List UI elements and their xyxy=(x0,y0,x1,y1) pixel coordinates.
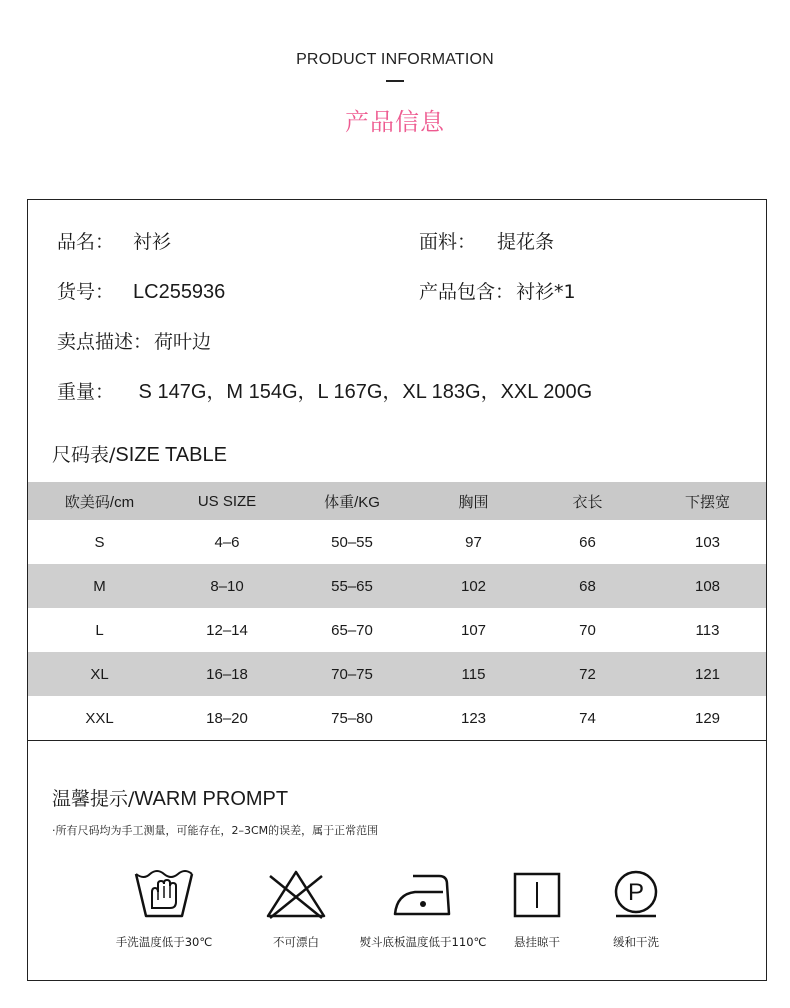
care-label: 悬挂晾干 xyxy=(514,935,560,949)
measurement-note: ·所有尺码均为手工测量，可能存在，2–3CM的误差，属于正常范围 xyxy=(52,824,379,837)
column-header: 胸围 xyxy=(421,482,526,520)
table-cell: 113 xyxy=(695,621,720,639)
product-information-heading: PRODUCT INFORMATION xyxy=(296,51,494,68)
table-cell: 65–70 xyxy=(331,621,373,639)
selling-point-row xyxy=(57,329,211,355)
care-label: 缓和干洗 xyxy=(613,935,659,949)
table-cell: 16–18 xyxy=(171,652,283,696)
table-cell: 72 xyxy=(526,652,649,696)
table-cell: 97 xyxy=(465,533,482,551)
selling-point-value: 荷叶边 xyxy=(154,331,212,353)
product-info-card xyxy=(27,199,767,981)
dry-clean-symbol: P xyxy=(627,879,645,906)
size-table-header-row xyxy=(28,482,766,520)
table-cell: 55–65 xyxy=(283,564,421,608)
table-cell: 107 xyxy=(460,621,487,639)
care-item-hand-wash xyxy=(94,868,234,950)
weight-row xyxy=(57,379,592,405)
column-header: 体重/KG xyxy=(283,482,421,520)
selling-point-label: 卖点描述： xyxy=(57,331,153,353)
dry-clean-p-icon xyxy=(604,868,668,920)
table-cell: 74 xyxy=(579,709,596,727)
sku-value: LC255936 xyxy=(133,281,226,303)
column-header: US SIZE xyxy=(171,482,283,520)
table-cell: 103 xyxy=(694,533,721,551)
package-label: 产品包含： xyxy=(419,281,515,303)
package-value: 衬衫*1 xyxy=(516,281,576,303)
table-cell: 70–75 xyxy=(283,652,421,696)
table-row xyxy=(28,564,766,608)
product-name-row xyxy=(57,229,171,255)
table-cell: 12–14 xyxy=(206,621,248,639)
care-item-no-bleach xyxy=(226,868,366,950)
size-table-title: 尺码表/SIZE TABLE xyxy=(52,444,227,466)
column-header: 下摆宽 xyxy=(649,482,766,520)
table-cell: 121 xyxy=(649,652,766,696)
weight-label: 重量： xyxy=(57,381,115,403)
table-cell: L xyxy=(95,621,104,639)
iron-low-icon xyxy=(391,868,455,920)
table-row xyxy=(28,652,766,696)
size-table xyxy=(28,482,766,740)
table-cell: XL xyxy=(28,652,171,696)
sku-label: 货号： xyxy=(57,281,115,303)
no-bleach-icon xyxy=(264,868,328,920)
care-item-dry-clean xyxy=(566,868,706,950)
product-name-value: 衬衫 xyxy=(133,231,172,253)
hand-wash-icon xyxy=(132,868,196,920)
column-header: 欧美码/cm xyxy=(28,482,171,520)
fabric-label: 面料： xyxy=(419,231,477,253)
table-cell: 50–55 xyxy=(331,533,373,551)
table-row xyxy=(28,608,766,652)
package-row xyxy=(419,279,576,305)
fabric-row xyxy=(419,229,554,255)
column-header: 衣长 xyxy=(526,482,649,520)
heading-rule xyxy=(386,80,404,82)
weight-value: S 147G，M 154G，L 167G，XL 183G，XXL 200G xyxy=(133,381,593,403)
warm-prompt-title: 温馨提示/WARM PROMPT xyxy=(52,788,289,810)
product-information-heading-cn: 产品信息 xyxy=(345,108,445,136)
table-cell: 108 xyxy=(649,564,766,608)
table-cell: XXL xyxy=(85,709,114,727)
table-cell: 8–10 xyxy=(171,564,283,608)
table-cell: S xyxy=(94,533,105,551)
section-divider xyxy=(28,740,766,741)
table-cell: 115 xyxy=(421,652,526,696)
line-dry-icon xyxy=(505,868,569,920)
table-cell: 129 xyxy=(694,709,721,727)
table-cell: 123 xyxy=(460,709,487,727)
care-label: 不可漂白 xyxy=(273,935,319,949)
table-cell: 66 xyxy=(579,533,596,551)
table-cell: 75–80 xyxy=(331,709,373,727)
product-name-label: 品名： xyxy=(57,231,115,253)
fabric-value: 提花条 xyxy=(497,231,555,253)
care-label: 熨斗底板温度低于110℃ xyxy=(359,935,487,949)
table-cell: 4–6 xyxy=(214,533,240,551)
table-cell: 68 xyxy=(526,564,649,608)
table-row xyxy=(28,520,766,564)
table-cell: 70 xyxy=(579,621,596,639)
sku-row xyxy=(57,279,225,305)
table-cell: 102 xyxy=(421,564,526,608)
table-row xyxy=(28,696,766,740)
table-cell: 18–20 xyxy=(206,709,248,727)
care-label: 手洗温度低于30℃ xyxy=(115,935,213,949)
table-cell: M xyxy=(28,564,171,608)
